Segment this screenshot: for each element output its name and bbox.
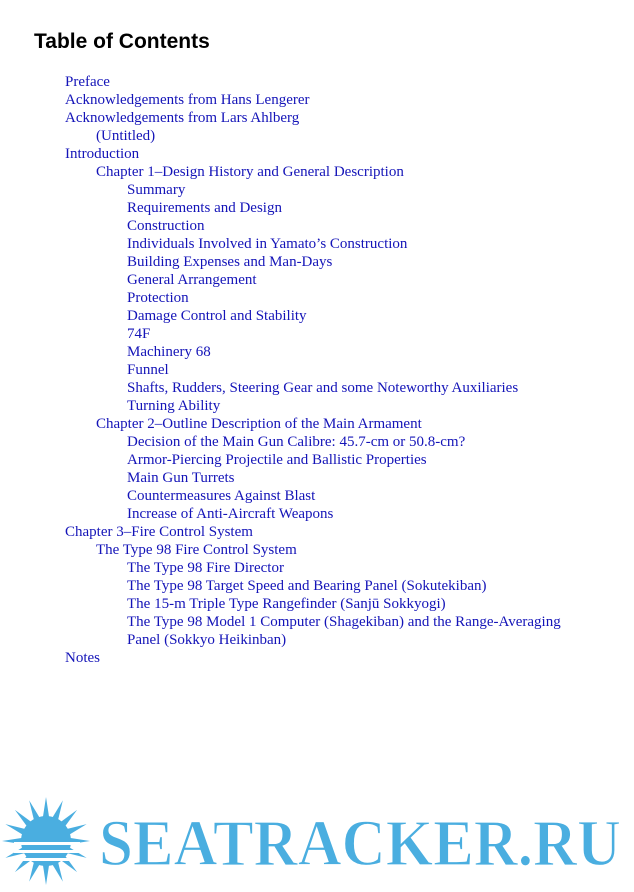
- toc-entry[interactable]: Countermeasures Against Blast: [127, 488, 316, 504]
- page-title: Table of Contents: [34, 30, 210, 53]
- sun-ray: [43, 865, 49, 885]
- toc-entry[interactable]: Acknowledgements from Lars Ahlberg: [65, 110, 300, 126]
- toc-entry[interactable]: Chapter 3–Fire Control System: [65, 524, 253, 540]
- watermark-text: SEATRACKER.RU: [99, 807, 621, 880]
- toc-entry[interactable]: Shafts, Rudders, Steering Gear and some Noteworthy Auxiliaries: [127, 380, 519, 396]
- watermark-logo: [0, 793, 634, 892]
- toc-entry[interactable]: Armor-Piercing Projectile and Ballistic Properties: [127, 452, 427, 468]
- sun-ray: [52, 862, 63, 882]
- sun-ray: [52, 800, 63, 820]
- toc-entry[interactable]: Funnel: [127, 362, 169, 378]
- sun-ray: [5, 824, 25, 835]
- toc-entry[interactable]: Protection: [127, 290, 189, 306]
- toc-entry[interactable]: Acknowledgements from Hans Lengerer: [65, 92, 310, 108]
- toc-entry[interactable]: Chapter 1–Design History and General Description: [96, 164, 404, 180]
- toc-entry[interactable]: Requirements and Design: [127, 200, 282, 216]
- toc-entry[interactable]: The Type 98 Model 1 Computer (Shagekiban) and the Range-Averaging: [127, 614, 561, 630]
- toc-entry[interactable]: Construction: [127, 218, 205, 234]
- toc-entry[interactable]: Damage Control and Stability: [127, 308, 307, 324]
- table-of-contents: [0, 73, 634, 667]
- sun-ray: [67, 824, 87, 835]
- toc-entry[interactable]: The 15-m Triple Type Rangefinder (Sanjū Sokkyogi): [127, 596, 446, 612]
- toc-entry[interactable]: Notes: [65, 650, 100, 666]
- toc-entry[interactable]: Turning Ability: [127, 398, 221, 414]
- sun-ray: [29, 862, 40, 882]
- toc-entry[interactable]: Increase of Anti-Aircraft Weapons: [127, 506, 334, 522]
- sun-ray: [43, 797, 49, 817]
- toc-entry[interactable]: Main Gun Turrets: [127, 470, 235, 486]
- toc-entry[interactable]: Machinery 68: [127, 344, 211, 360]
- seatracker-watermark: [0, 793, 634, 892]
- toc-entry[interactable]: Individuals Involved in Yamato’s Construction: [127, 236, 408, 252]
- toc-entry[interactable]: General Arrangement: [127, 272, 257, 288]
- toc-entry[interactable]: The Type 98 Fire Director: [127, 560, 284, 576]
- toc-entry[interactable]: The Type 98 Target Speed and Bearing Panel (Sokutekiban): [127, 578, 487, 594]
- toc-entry[interactable]: Panel (Sokkyo Heikinban): [127, 632, 287, 648]
- toc-entry[interactable]: Decision of the Main Gun Calibre: 45.7-cm or 50.8-cm?: [127, 434, 466, 450]
- toc-entry[interactable]: Chapter 2–Outline Description of the Main Armament: [96, 416, 422, 432]
- toc-entry[interactable]: The Type 98 Fire Control System: [96, 542, 297, 558]
- toc-entry[interactable]: 74F: [127, 326, 151, 342]
- toc-entry[interactable]: Building Expenses and Man-Days: [127, 254, 333, 270]
- sun-ray: [29, 800, 40, 820]
- toc-entry[interactable]: Preface: [65, 74, 110, 90]
- toc-entry[interactable]: Introduction: [65, 146, 140, 162]
- toc-entry[interactable]: (Untitled): [96, 128, 156, 144]
- sun-burst-icon: [2, 797, 90, 885]
- toc-entry[interactable]: Summary: [127, 182, 186, 198]
